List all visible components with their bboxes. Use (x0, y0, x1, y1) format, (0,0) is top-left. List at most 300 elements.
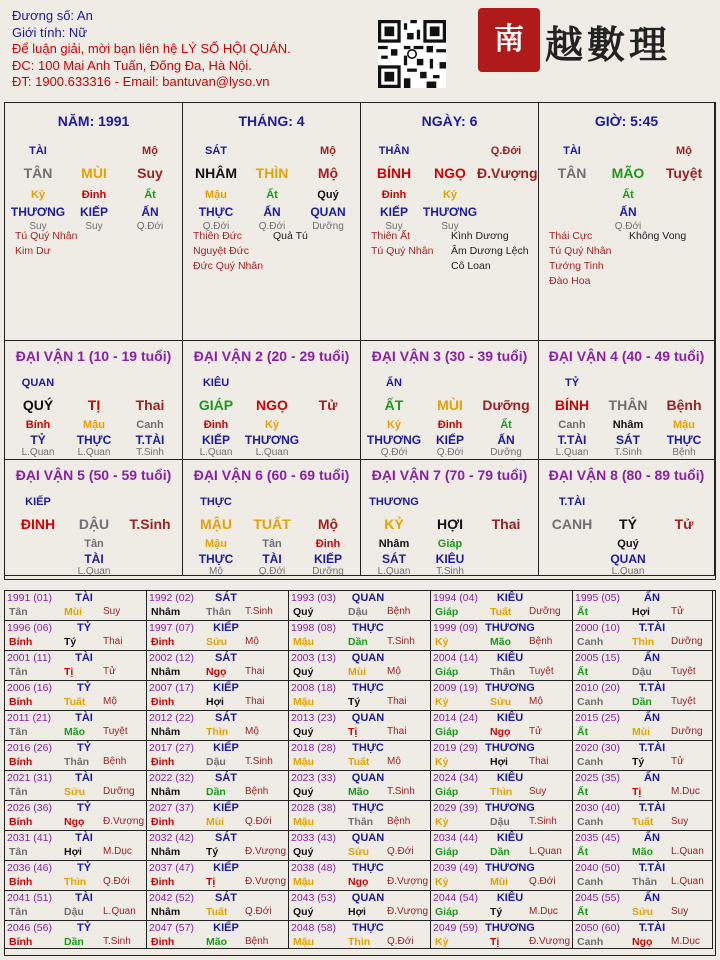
year-cell[interactable] (5, 831, 147, 861)
pillar-2-r3-c2: QUAN (310, 205, 346, 219)
dai-van-6-r3-c1: TÀI (262, 552, 282, 566)
year-cell[interactable] (289, 711, 431, 741)
phone-email[interactable]: ĐT: 1900.633316 - Email: bantuvan@lyso.vn (12, 74, 270, 89)
pillar-4 (539, 103, 715, 341)
dai-van-7-r4-c0: L.Quan (377, 566, 411, 576)
dai-van-7-r1-c0: KỶ (384, 516, 404, 532)
year-cell[interactable] (289, 771, 431, 801)
pillar-3-star: Tú Quý Nhân (371, 245, 434, 257)
dai-van-3-r2-c2: Ất (500, 419, 512, 431)
year-phase: Bệnh (245, 786, 269, 797)
pillar-4-title[interactable]: GIỜ: 5:45 (594, 113, 659, 129)
year-cell[interactable] (573, 831, 713, 861)
pillar-3-r1-c2: Đ.Vượng (477, 165, 538, 181)
year-cell[interactable] (289, 651, 431, 681)
year-stem: Mậu (293, 876, 314, 888)
address: ĐC: 100 Mai Anh Tuấn, Đống Đa, Hà Nội. (12, 57, 252, 73)
dai-van-4-r2-c1: Nhâm (612, 419, 644, 431)
year-branch: Tị (632, 786, 642, 798)
year-phase: Tuyệt (103, 726, 128, 737)
dai-van-3-title[interactable]: ĐẠI VẬN 3 (30 - 39 tuổi) (371, 348, 528, 364)
year-cell[interactable] (431, 591, 573, 621)
year-god: T.TÀI (638, 682, 666, 694)
year-branch: Tuất (348, 756, 370, 768)
year-god: QUAN (351, 892, 385, 904)
pillar-4-r0-c2: Mộ (676, 145, 692, 157)
year-god: KIÊU (496, 772, 524, 784)
year-branch: Dậu (490, 816, 510, 828)
qr-code-icon[interactable] (378, 20, 446, 88)
year-stem: Tân (9, 726, 28, 738)
year-stem: Quý (293, 726, 314, 738)
year-branch: Tị (490, 936, 500, 948)
year-label: 1998 (08) (291, 622, 336, 634)
year-phase: Đ.Vượng (387, 876, 429, 887)
dai-van-2-r3-c0: KIẾP (201, 433, 230, 447)
pillar-3-r0-c0: THÂN (378, 145, 410, 157)
year-label: 2017 (27) (149, 742, 194, 754)
year-phase: Mộ (245, 636, 259, 647)
year-stem: Giáp (435, 726, 459, 738)
pillar-3-r4-c1: Suy (441, 221, 459, 232)
year-label: 2049 (59) (433, 922, 478, 934)
dai-van-6-r3-c0: THỰC (198, 552, 234, 566)
year-label: 2033 (43) (291, 832, 336, 844)
year-label: 2038 (48) (291, 862, 336, 874)
year-phase: L.Quan (671, 876, 704, 887)
year-label: 2029 (39) (433, 802, 478, 814)
year-label: 2022 (32) (149, 772, 194, 784)
year-branch: Dần (632, 696, 652, 708)
year-phase: T.Sinh (387, 636, 415, 647)
year-cell[interactable] (431, 621, 573, 651)
year-stem: Quý (293, 666, 314, 678)
year-label: 1996 (06) (7, 622, 52, 634)
dai-van-3-r3-c0: THƯƠNG (366, 433, 422, 447)
pillar-1-star: Kim Dư (15, 245, 51, 257)
year-label: 1999 (09) (433, 622, 478, 634)
pillar-3-r1-c0: BÍNH (376, 165, 412, 181)
pillar-2-r3-c1: ẤN (263, 205, 281, 219)
dai-van-4-r4-c0: L.Quan (555, 447, 589, 458)
year-cell[interactable] (431, 861, 573, 891)
year-label: 2034 (44) (433, 832, 478, 844)
year-phase: Tuyệt (671, 666, 696, 677)
year-branch: Hợi (64, 846, 82, 858)
year-phase: Tử (671, 756, 684, 767)
year-stem: Đinh (151, 816, 175, 828)
dai-van-3-r3-c1: KIẾP (435, 433, 464, 447)
year-stem: Giáp (435, 666, 459, 678)
pillar-3-r3-c0: KIẾP (379, 205, 408, 219)
year-branch: Ngọ (64, 816, 85, 828)
year-cell[interactable] (573, 651, 713, 681)
year-stem: Quý (293, 846, 314, 858)
pillar-3-title[interactable]: NGÀY: 6 (421, 113, 478, 129)
year-phase: Dưỡng (671, 636, 703, 647)
year-god: ẤN (644, 832, 660, 844)
year-cell[interactable] (289, 921, 431, 949)
dai-van-8-r1-c1: TÝ (619, 516, 637, 532)
year-phase: Q.Đới (529, 876, 556, 887)
year-god: SÁT (215, 892, 237, 904)
dai-van-6-r0-c0: THỰC (200, 496, 232, 508)
pillar-4-r1-c2: Tuyệt (665, 165, 703, 181)
year-branch: Hợi (490, 756, 508, 768)
year-stem: Quý (293, 606, 314, 618)
pillar-3 (361, 103, 539, 341)
year-god: T.TÀI (638, 742, 666, 754)
year-branch: Thân (490, 666, 516, 678)
dai-van-1-r3-c1: THỰC (76, 433, 112, 447)
year-branch: Ngọ (632, 936, 653, 948)
dai-van-6-r4-c0: Mộ (209, 566, 223, 576)
year-cell[interactable] (147, 921, 289, 949)
year-cell[interactable] (289, 621, 431, 651)
pillar-1-title[interactable]: NĂM: 1991 (57, 113, 130, 129)
pillar-2-r4-c1: Q.Đới (258, 221, 286, 232)
year-label: 2030 (40) (575, 802, 620, 814)
year-god: KIẾP (213, 862, 239, 874)
annual-luck-table (4, 590, 716, 956)
year-branch: Sửu (348, 846, 370, 858)
pillar-4-star: Thái Cực (549, 230, 593, 242)
dai-van-7-r4-c1: T.Sinh (436, 566, 464, 576)
year-cell[interactable] (147, 861, 289, 891)
year-cell[interactable] (5, 651, 147, 681)
year-phase: Suy (103, 606, 121, 617)
year-stem: Canh (577, 636, 604, 648)
dai-van-8-r3-c1: QUAN (610, 552, 646, 566)
year-cell[interactable] (573, 621, 713, 651)
year-branch: Thân (632, 876, 658, 888)
year-cell[interactable] (431, 921, 573, 949)
year-god: KIÊU (496, 592, 524, 604)
year-god: THƯƠNG (485, 802, 535, 814)
dai-van-8-r1-c0: CANH (551, 516, 593, 532)
year-god: T.TÀI (638, 802, 666, 814)
year-phase: Q.Đới (387, 846, 414, 857)
pillar-2-r2-c0: Mậu (205, 189, 227, 201)
year-branch: Mùi (348, 666, 367, 678)
year-god: THỰC (352, 742, 384, 754)
year-cell[interactable] (147, 621, 289, 651)
pillar-3-star: Kình Dương (451, 230, 509, 242)
year-cell[interactable] (147, 741, 289, 771)
dai-van-4-r3-c2: THỰC (666, 433, 702, 447)
year-label: 2000 (10) (575, 622, 620, 634)
dai-van-8-title[interactable]: ĐẠI VẬN 8 (80 - 89 tuổi) (548, 467, 705, 483)
dai-van-6-r2-c2: Đinh (315, 538, 341, 550)
year-cell[interactable] (289, 801, 431, 831)
year-god: SÁT (215, 652, 237, 664)
year-stem: Mậu (293, 696, 314, 708)
year-stem: Ất (577, 786, 589, 798)
dai-van-1-r1-c1: TỊ (87, 397, 101, 413)
year-god: ẤN (644, 592, 660, 604)
pillar-1-r2-c0: Kỷ (30, 189, 46, 201)
year-stem: Tân (9, 846, 28, 858)
dai-van-2-r2-c0: Đinh (203, 419, 229, 431)
year-phase: M.Dục (529, 906, 558, 917)
year-cell[interactable] (5, 681, 147, 711)
year-phase: Suy (529, 786, 547, 797)
year-cell[interactable] (289, 831, 431, 861)
year-cell[interactable] (573, 681, 713, 711)
year-cell[interactable] (147, 651, 289, 681)
year-god: KIẾP (213, 682, 239, 694)
year-cell[interactable] (147, 831, 289, 861)
pillar-3-r4-c0: Suy (385, 221, 403, 232)
dai-van-4-r1-c1: THÂN (608, 397, 648, 413)
year-cell[interactable] (289, 891, 431, 921)
year-phase: Dưỡng (529, 606, 561, 617)
year-stem: Tân (9, 606, 28, 618)
year-branch: Tuất (632, 816, 654, 828)
year-god: KIÊU (496, 892, 524, 904)
year-cell[interactable] (573, 861, 713, 891)
year-label: 2042 (52) (149, 892, 194, 904)
dai-van-6-title[interactable]: ĐẠI VẬN 6 (60 - 69 tuổi) (193, 467, 350, 483)
dai-van-6-r1-c2: Mộ (317, 516, 339, 532)
pillar-3-r3-c1: THƯƠNG (422, 205, 478, 219)
year-cell[interactable] (431, 711, 573, 741)
year-stem: Kỷ (435, 636, 449, 648)
dai-van-6-r2-c0: Mậu (205, 538, 227, 550)
year-phase: Bệnh (529, 636, 553, 647)
dai-van-1-r3-c0: TỶ (30, 433, 46, 447)
year-branch: Ngọ (490, 726, 511, 738)
year-branch: Tị (206, 876, 216, 888)
year-stem: Ất (577, 726, 589, 738)
gender: Giới tính: Nữ (12, 24, 88, 40)
dai-van-7-title[interactable]: ĐẠI VẬN 7 (70 - 79 tuổi) (371, 467, 528, 483)
year-stem: Giáp (435, 906, 459, 918)
contact-invite: Để luận giải, mời bạn liên hệ LÝ SỐ HỘI QUÁN. (12, 41, 291, 56)
year-branch: Tý (206, 846, 219, 858)
year-cell[interactable] (431, 741, 573, 771)
year-branch: Dần (206, 786, 226, 798)
year-god: SÁT (215, 772, 237, 784)
year-cell[interactable] (431, 651, 573, 681)
year-label: 2035 (45) (575, 832, 620, 844)
year-stem: Giáp (435, 786, 459, 798)
dai-van-7-r1-c1: HỢI (437, 516, 463, 532)
year-cell[interactable] (431, 831, 573, 861)
dai-van-7-r1-c2: Thai (491, 516, 521, 532)
year-label: 2046 (56) (7, 922, 52, 934)
year-cell[interactable] (5, 621, 147, 651)
dai-van-6 (183, 460, 361, 576)
year-stem: Tân (9, 906, 28, 918)
year-stem: Kỷ (435, 876, 449, 888)
year-branch: Tý (64, 636, 77, 648)
year-god: ẤN (644, 712, 660, 724)
year-god: T.TÀI (638, 862, 666, 874)
year-phase: Dưỡng (671, 726, 703, 737)
year-stem: Đinh (151, 636, 175, 648)
year-god: ẤN (644, 652, 660, 664)
year-phase: L.Quan (671, 846, 704, 857)
dai-van-4-r4-c2: Bệnh (672, 447, 696, 458)
year-branch: Tị (64, 666, 74, 678)
year-cell[interactable] (573, 891, 713, 921)
year-cell[interactable] (147, 891, 289, 921)
year-cell[interactable] (147, 681, 289, 711)
year-god: ẤN (644, 772, 660, 784)
year-stem: Canh (577, 756, 604, 768)
year-cell[interactable] (431, 771, 573, 801)
year-label: 1993 (03) (291, 592, 336, 604)
year-cell[interactable] (147, 711, 289, 741)
dai-van-3 (361, 341, 539, 460)
pillar-2-star: Thiên Đức (193, 230, 243, 242)
year-label: 1994 (04) (433, 592, 478, 604)
year-stem: Nhâm (151, 846, 181, 858)
dai-van-1-r4-c2: T.Sinh (136, 447, 164, 458)
pillar-2-star: Nguyệt Đức (193, 245, 250, 257)
year-cell[interactable] (289, 591, 431, 621)
dai-van-3-r4-c2: Dưỡng (490, 447, 522, 458)
year-god: TỶ (76, 802, 92, 814)
dai-van-7-r3-c1: KIÊU (435, 552, 465, 566)
year-label: 2003 (13) (291, 652, 336, 664)
year-phase: T.Sinh (103, 936, 131, 947)
year-phase: Q.Đới (245, 816, 272, 827)
year-phase: Suy (671, 906, 689, 917)
year-cell[interactable] (147, 801, 289, 831)
year-god: QUAN (351, 832, 385, 844)
year-label: 2023 (33) (291, 772, 336, 784)
year-cell[interactable] (5, 921, 147, 949)
year-label: 2031 (41) (7, 832, 52, 844)
year-god: TÀI (75, 832, 93, 844)
dai-van-5-r4-c1: L.Quan (77, 566, 111, 576)
year-phase: Tử (103, 666, 116, 677)
year-stem: Nhâm (151, 906, 181, 918)
dai-van-4-r4-c1: T.Sinh (614, 447, 642, 458)
year-stem: Canh (577, 696, 604, 708)
dai-van-4-r0-c0: TỶ (564, 377, 580, 389)
year-label: 1992 (02) (149, 592, 194, 604)
year-cell[interactable] (431, 681, 573, 711)
header-info (12, 8, 291, 91)
pillar-1 (5, 103, 183, 341)
year-label: 2028 (38) (291, 802, 336, 814)
year-branch: Hợi (632, 606, 650, 618)
year-label: 2044 (54) (433, 892, 478, 904)
year-cell[interactable] (431, 801, 573, 831)
year-cell[interactable] (573, 771, 713, 801)
pillar-4-stars-left (549, 229, 611, 289)
pillar-2-title[interactable]: THÁNG: 4 (238, 113, 305, 129)
pillar-3-star: Thiên Ất (371, 230, 411, 242)
year-phase: T.Sinh (529, 816, 557, 827)
year-cell[interactable] (289, 861, 431, 891)
year-phase: Đ.Vượng (245, 846, 287, 857)
pillar-4-star: Không Vong (629, 230, 687, 242)
year-stem: Kỷ (435, 696, 449, 708)
year-cell[interactable] (5, 591, 147, 621)
dai-van-4-title[interactable]: ĐẠI VẬN 4 (40 - 49 tuổi) (548, 348, 705, 364)
pillar-4-r0-c0: TÀI (563, 145, 581, 157)
dai-van-3-r0-c0: ẤN (386, 377, 402, 389)
pillar-2-r2-c2: Quý (317, 189, 339, 201)
pillar-2 (183, 103, 361, 341)
year-cell[interactable] (573, 801, 713, 831)
year-label: 2050 (60) (575, 922, 620, 934)
year-phase: Tuyệt (671, 696, 696, 707)
year-stem: Ất (577, 606, 589, 618)
dai-van-7-r2-c0: Nhâm (378, 538, 410, 550)
year-cell[interactable] (573, 711, 713, 741)
year-god: TÀI (75, 652, 93, 664)
dai-van-1-r4-c1: L.Quan (77, 447, 111, 458)
year-cell[interactable] (147, 591, 289, 621)
year-cell[interactable] (431, 891, 573, 921)
pillar-2-stars-left (193, 229, 263, 274)
year-phase: Thai (103, 636, 123, 647)
dai-van-7-r2-c1: Giáp (437, 538, 463, 550)
year-cell[interactable] (573, 921, 713, 949)
year-cell[interactable] (5, 801, 147, 831)
pillar-2-r4-c0: Q.Đới (202, 221, 230, 232)
year-cell[interactable] (5, 741, 147, 771)
dai-van-4-r2-c0: Canh (558, 419, 586, 431)
year-label: 2005 (15) (575, 652, 620, 664)
year-cell[interactable] (289, 741, 431, 771)
year-label: 2048 (58) (291, 922, 336, 934)
year-phase: M.Dục (671, 786, 700, 797)
year-cell[interactable] (5, 711, 147, 741)
year-phase: Mộ (529, 696, 543, 707)
dai-van-2-title[interactable]: ĐẠI VẬN 2 (20 - 29 tuổi) (193, 348, 350, 364)
year-branch: Mùi (206, 816, 225, 828)
dai-van-6-r1-c0: MẬU (200, 516, 232, 532)
year-stem: Mậu (293, 756, 314, 768)
year-cell[interactable] (5, 891, 147, 921)
year-god: TÀI (75, 892, 93, 904)
year-phase: Tuyệt (529, 666, 554, 677)
year-phase: Dưỡng (103, 786, 135, 797)
pillar-2-r0-c0: SÁT (205, 145, 227, 157)
dai-van-4 (539, 341, 715, 460)
pillar-3-star: Âm Dương Lệch (451, 245, 529, 257)
year-god: QUAN (351, 772, 385, 784)
year-cell[interactable] (5, 861, 147, 891)
year-label: 2043 (53) (291, 892, 336, 904)
dai-van-2-r4-c1: L.Quan (255, 447, 289, 458)
year-stem: Bính (9, 696, 33, 708)
year-god: T.TÀI (638, 922, 666, 934)
year-cell[interactable] (5, 771, 147, 801)
year-cell[interactable] (573, 741, 713, 771)
year-branch: Tuất (206, 906, 228, 918)
pillar-2-star: Đức Quý Nhân (193, 260, 264, 272)
year-god: QUAN (351, 652, 385, 664)
year-god: TÀI (75, 712, 93, 724)
dai-van-8-r2-c1: Quý (617, 538, 639, 550)
year-label: 2032 (42) (149, 832, 194, 844)
year-branch: Mão (490, 636, 511, 648)
dai-van-1-title[interactable]: ĐẠI VẬN 1 (10 - 19 tuổi) (15, 348, 172, 364)
year-cell[interactable] (573, 591, 713, 621)
year-stem: Mậu (293, 636, 314, 648)
dai-van-5-title[interactable]: ĐẠI VẬN 5 (50 - 59 tuổi) (15, 467, 172, 483)
pillar-1-r4-c1: Suy (85, 221, 103, 232)
year-cell[interactable] (289, 681, 431, 711)
year-cell[interactable] (147, 771, 289, 801)
